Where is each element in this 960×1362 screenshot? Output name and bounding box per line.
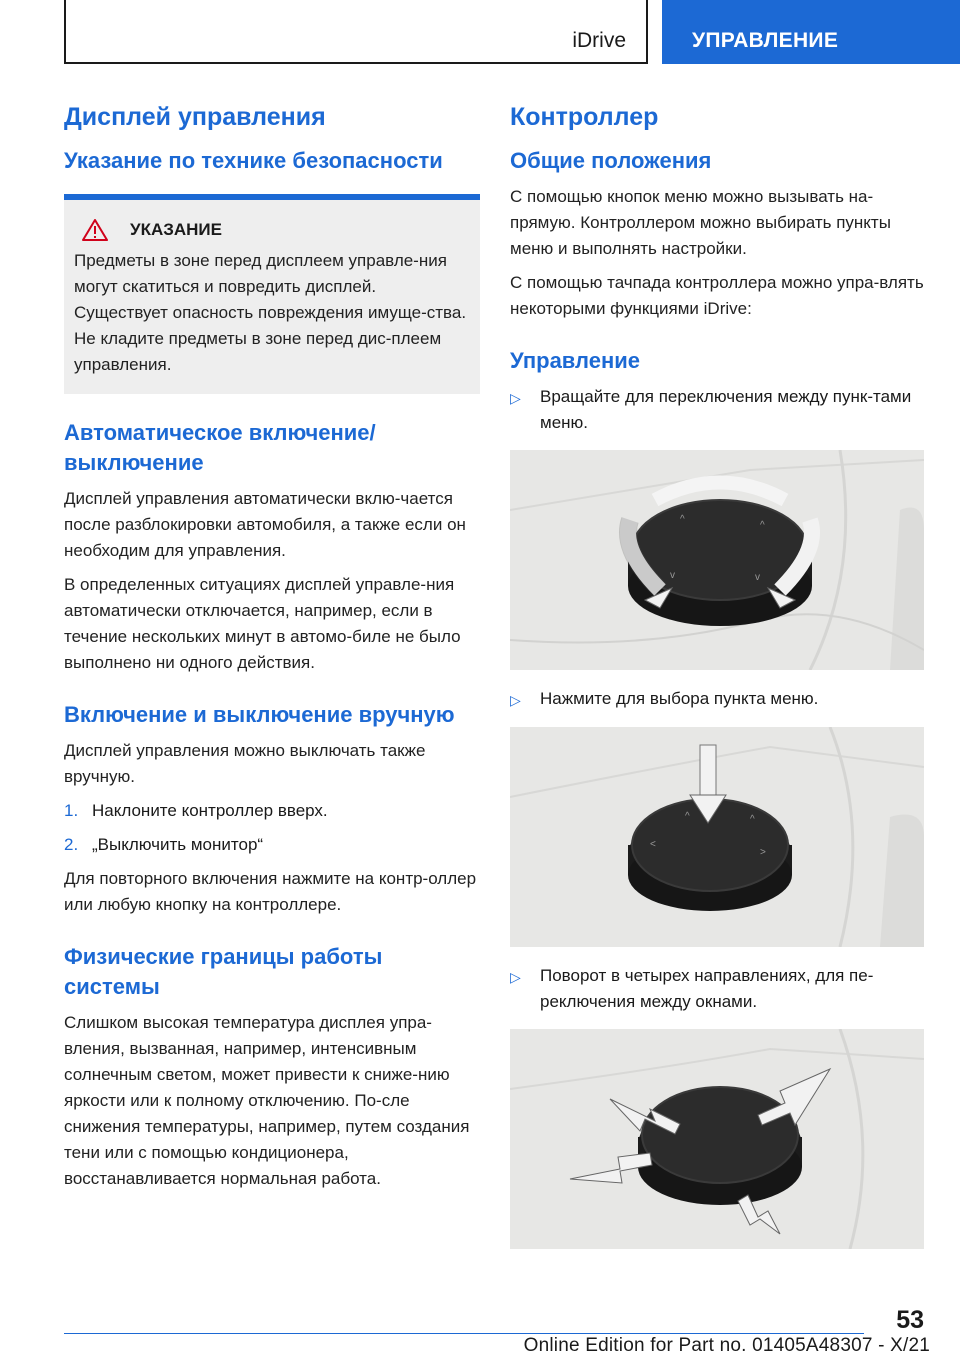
svg-text:^: ^: [685, 811, 690, 822]
general-heading: Общие положения: [510, 148, 712, 173]
list-item: [510, 384, 924, 436]
warning-box: [64, 194, 480, 394]
auto-paragraph-1: Дисплей управления автоматически вклю-чается после разблокировки автомобиля, а также если он необходим для управления.: [64, 489, 466, 560]
step-text: Наклоните контроллер вверх.: [92, 801, 328, 820]
control-heading: Управление: [510, 348, 641, 373]
step-number: 2.: [64, 835, 79, 854]
footer-rule: [64, 1333, 864, 1334]
general-paragraph-2: С помощью тачпада контроллера можно упра-влять некоторыми функциями iDrive:: [510, 273, 924, 318]
rotate-controller-image: [510, 450, 924, 670]
warning-label: УКАЗАНИЕ: [130, 220, 222, 239]
limits-paragraph: Слишком высокая температура дисплея упра-вления, вызванная, например, интенсивным солнечным светом, может привести к сниже-нию яркости или к полному отключению. По-сле снижения температуры, например, путем создания тени или с помощью кондиционера, восстанавливается нормальная работа.: [64, 1013, 470, 1188]
bullet-triangle-icon: ▷: [510, 969, 521, 985]
header-chapter: УПРАВЛЕНИЕ: [662, 0, 960, 64]
footer-edition: Online Edition for Part no. 01405A48307 - X/21: [523, 1335, 930, 1356]
auto-paragraph-2: В определенных ситуациях дисплей управле-ния автоматически отключается, например, если в течение нескольких минут в автомо-биле не было выполнено ни одного действия.: [64, 575, 461, 672]
svg-text:v: v: [755, 572, 760, 583]
manual-paragraph-2: Для повторного включения нажмите на контр-оллер или любую кнопку на контроллере.: [64, 869, 477, 914]
svg-text:<: <: [650, 839, 656, 850]
auto-heading: Автоматическое включение/ выключение: [64, 420, 376, 475]
list-item: [510, 686, 924, 713]
right-column: [510, 100, 924, 1265]
header-box: [64, 0, 648, 64]
warning-title: [74, 218, 470, 242]
page-title: Дисплей управления: [64, 103, 326, 131]
warning-text: Предметы в зоне перед дисплеем управле-ния могут скатиться и повредить дисплей. Существует опасность повреждения имуще-ства. Не кладите предметы в зоне перед дис-плеем управления.: [74, 251, 467, 374]
left-column: [64, 100, 480, 1200]
svg-text:>: >: [760, 847, 766, 858]
list-item: [64, 832, 480, 858]
tilt-controller-image: [510, 1029, 924, 1249]
manual-heading: Включение и выключение вручную: [64, 702, 455, 727]
step-number: 1.: [64, 801, 79, 820]
limits-heading: Физические границы работы системы: [64, 944, 383, 999]
general-paragraph-1: С помощью кнопок меню можно вызывать на-прямую. Контроллером можно выбирать пункты меню и выполнять настройки.: [510, 187, 891, 258]
step-text: „Выключить монитор“: [92, 835, 264, 854]
bullet-triangle-icon: ▷: [510, 692, 521, 708]
warning-triangle-icon: [82, 218, 108, 242]
list-item: [64, 798, 480, 824]
item-text: Поворот в четырех направлениях, для пе-реключения между окнами.: [540, 966, 874, 1011]
controller-title: Контроллер: [510, 103, 659, 131]
safety-heading: Указание по технике безопасности: [64, 148, 443, 173]
svg-text:^: ^: [680, 514, 685, 525]
steps-list: [64, 798, 480, 858]
manual-paragraph-1: Дисплей управления можно выключать также вручную.: [64, 741, 426, 786]
item-text: Нажмите для выбора пункта меню.: [540, 689, 819, 708]
header-section: iDrive: [572, 29, 626, 52]
svg-text:v: v: [670, 570, 675, 581]
press-controller-image: [510, 727, 924, 947]
bullet-triangle-icon: ▷: [510, 390, 521, 406]
svg-text:^: ^: [760, 520, 765, 531]
item-text: Вращайте для переключения между пунк-тами меню.: [540, 387, 912, 432]
list-item: [510, 963, 924, 1015]
svg-text:^: ^: [750, 814, 755, 825]
page-number: 53: [896, 1306, 924, 1334]
